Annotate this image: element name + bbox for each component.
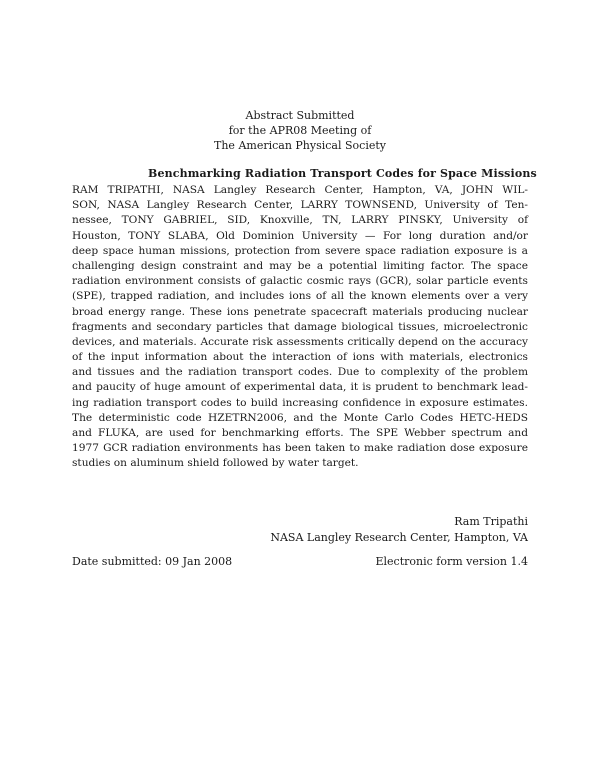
- abstract-line: radiation environment consists of galactic cosmic rays (GCR), solar particle events: [72, 275, 528, 288]
- date-submitted: Date submitted: 09 Jan 2008: [72, 555, 233, 568]
- abstract-line: ing radiation transport codes to build increasing confidence in exposure estimates.: [72, 396, 528, 409]
- header-line-meeting: for the APR08 Meeting of: [228, 124, 372, 137]
- abstract-line: (SPE), trapped radiation, and includes ions of all the known elements over a very: [72, 290, 528, 303]
- abstract-line: studies on aluminum shield followed by water target.: [72, 457, 359, 470]
- abstract-line: of the input information about the interaction of ions with materials, electronics: [72, 351, 528, 364]
- abstract-header: [0, 108, 600, 153]
- form-version: Electronic form version 1.4: [375, 555, 528, 568]
- author-affiliation: NASA Langley Research Center, Hampton, VA: [270, 530, 528, 544]
- abstract-line: challenging design constraint and may be a potential limiting factor. The space: [72, 259, 528, 272]
- abstract-line: and tissues and the radiation transport codes. Due to complexity of the problem: [72, 366, 528, 379]
- abstract-line: The deterministic code HZETRN2006, and the Monte Carlo Codes HETC-HEDS: [72, 411, 528, 424]
- abstract-line: RAM TRIPATHI, NASA Langley Research Center, Hampton, VA, JOHN WIL-: [72, 184, 528, 196]
- author-name: Ram Tripathi: [454, 515, 528, 528]
- header-line-society: The American Physical Society: [214, 139, 386, 152]
- abstract-body: [72, 183, 528, 472]
- abstract-line: and paucity of huge amount of experimental data, it is prudent to benchmark lead-: [72, 381, 528, 394]
- abstract-line: broad energy range. These ions penetrate spacecraft materials producing nuclear: [72, 305, 528, 318]
- abstract-line: fragments and secondary particles that damage biological tissues, microelectronic: [72, 320, 528, 333]
- abstract-line: devices, and materials. Accurate risk assessments critically depend on the accuracy: [72, 335, 528, 348]
- abstract-line: 1977 GCR radiation environments has been taken to make radiation dose exposure: [72, 442, 528, 455]
- abstract-title: Benchmarking Radiation Transport Codes for Space Missions: [148, 167, 537, 180]
- abstract-line: and FLUKA, are used for benchmarking efforts. The SPE Webber spectrum and: [72, 427, 528, 439]
- header-line-abstract-submitted: Abstract Submitted: [245, 109, 355, 122]
- abstract-line: Houston, TONY SLABA, Old Dominion University — For long duration and/or: [72, 229, 528, 242]
- abstract-line: nessee, TONY GABRIEL, SID, Knoxville, TN, LARRY PINSKY, University of: [72, 214, 528, 227]
- abstract-line: SON, NASA Langley Research Center, LARRY TOWNSEND, University of Ten-: [72, 199, 528, 212]
- abstract-line: deep space human missions, protection from severe space radiation exposure is a: [72, 244, 528, 257]
- signature-block: [270, 514, 528, 545]
